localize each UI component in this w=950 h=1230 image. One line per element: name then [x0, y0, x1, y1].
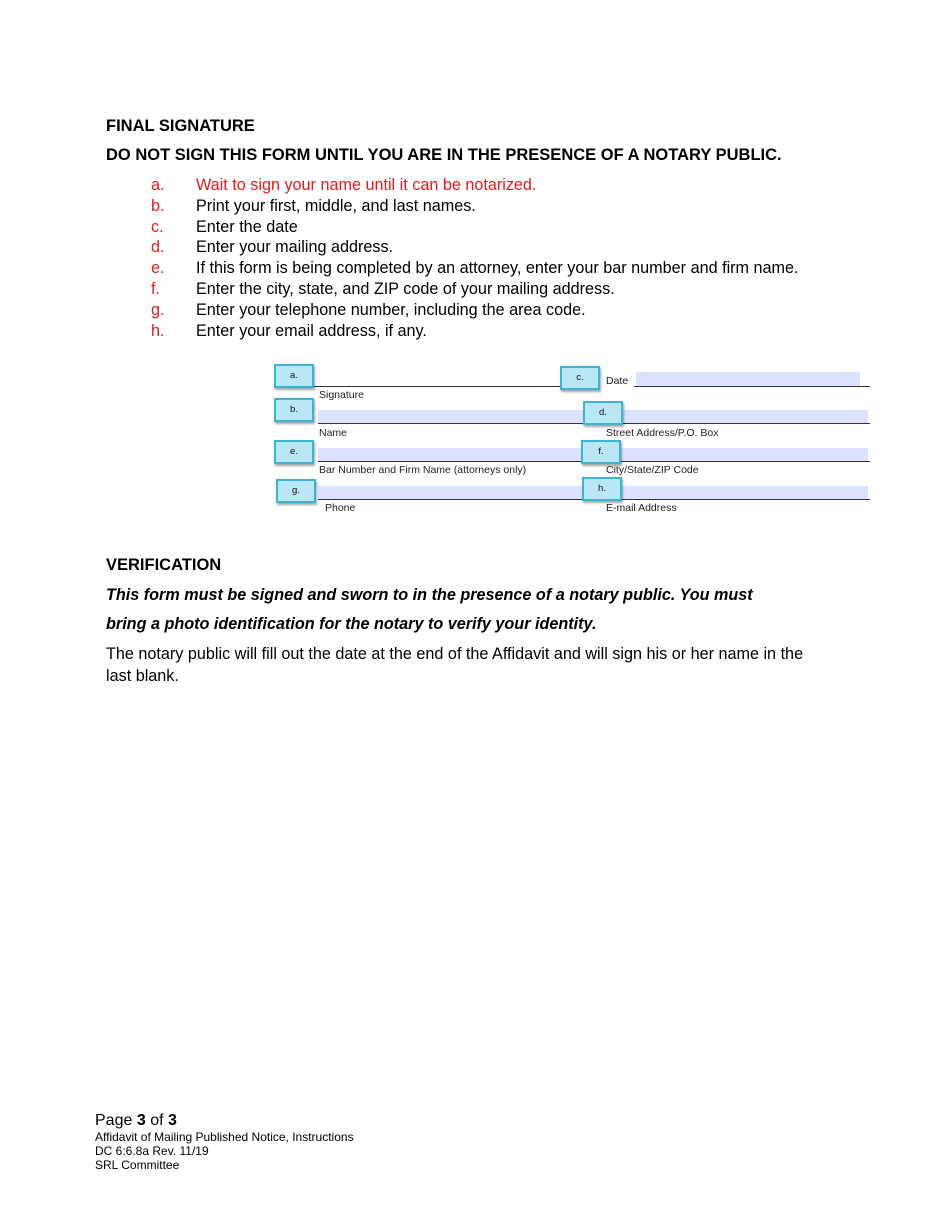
notary-warning: DO NOT SIGN THIS FORM UNTIL YOU ARE IN THE PRESENCE OF A NOTARY PUBLIC.: [106, 146, 782, 164]
doc-code: DC 6:6.8a Rev. 11/19: [95, 1144, 209, 1158]
callout-tag-h: h.: [582, 477, 622, 501]
committee: SRL Committee: [95, 1158, 180, 1172]
section-title: FINAL SIGNATURE: [106, 117, 255, 135]
verification-title: VERIFICATION: [106, 556, 222, 574]
signature-label: Signature: [319, 389, 364, 401]
bar-label: Bar Number and Firm Name (attorneys only): [319, 464, 527, 476]
phone-label: Phone: [325, 502, 356, 514]
list-letter: b.: [151, 196, 165, 215]
page-number: [95, 1112, 354, 1130]
list-text: Enter your telephone number, including the area code.: [196, 300, 586, 319]
callout-tag-c: c.: [560, 366, 600, 390]
page-word: Page: [95, 1112, 133, 1129]
callout-tag-b: b.: [274, 398, 314, 422]
list-letter: d.: [151, 238, 165, 257]
verification-italic-line1: This form must be signed and sworn to in the presence of a notary public. You must: [106, 586, 753, 604]
callout-tag-a: a.: [274, 364, 314, 388]
list-text: If this form is being completed by an attorney, enter your bar number and firm name.: [196, 259, 799, 278]
signature-line: [312, 386, 562, 387]
date-field: [636, 372, 860, 386]
page-footer: [95, 1112, 354, 1172]
doc-title: Affidavit of Mailing Published Notice, Instructions: [95, 1130, 354, 1144]
street-label: Street Address/P.O. Box: [606, 427, 719, 439]
page-of: of: [150, 1112, 164, 1129]
verification-body: The notary public will fill out the date at the end of the Affidavit and will sign his or her name in the last blank.: [106, 645, 804, 685]
list-letter: c.: [151, 217, 164, 236]
callout-tag-d: d.: [583, 401, 623, 425]
list-text: Enter your email address, if any.: [196, 321, 427, 340]
list-text: Enter the city, state, and ZIP code of your mailing address.: [196, 279, 615, 298]
callout-tag-e: e.: [274, 440, 314, 464]
list-text: Wait to sign your name until it can be notarized.: [196, 176, 537, 194]
callout-tag-g: g.: [276, 479, 316, 503]
name-label: Name: [319, 427, 348, 439]
list-letter: f.: [151, 279, 160, 298]
page-current: 3: [136, 1112, 146, 1129]
verification-italic-line2: bring a photo identification for the notary to verify your identity.: [106, 615, 597, 633]
city-label: City/State/ZIP Code: [606, 464, 699, 476]
callout-tag-f: f.: [581, 440, 621, 464]
list-letter: a.: [151, 176, 165, 194]
list-letter: e.: [151, 259, 165, 278]
list-text: Enter the date: [196, 217, 298, 236]
list-text: Print your first, middle, and last names.: [196, 196, 476, 215]
date-line: [634, 386, 870, 387]
email-label: E-mail Address: [606, 502, 677, 514]
list-letter: h.: [151, 321, 165, 340]
list-text: Enter your mailing address.: [196, 238, 394, 257]
page-total: 3: [167, 1112, 177, 1129]
date-label: Date: [606, 375, 629, 387]
list-letter: g.: [151, 300, 165, 319]
